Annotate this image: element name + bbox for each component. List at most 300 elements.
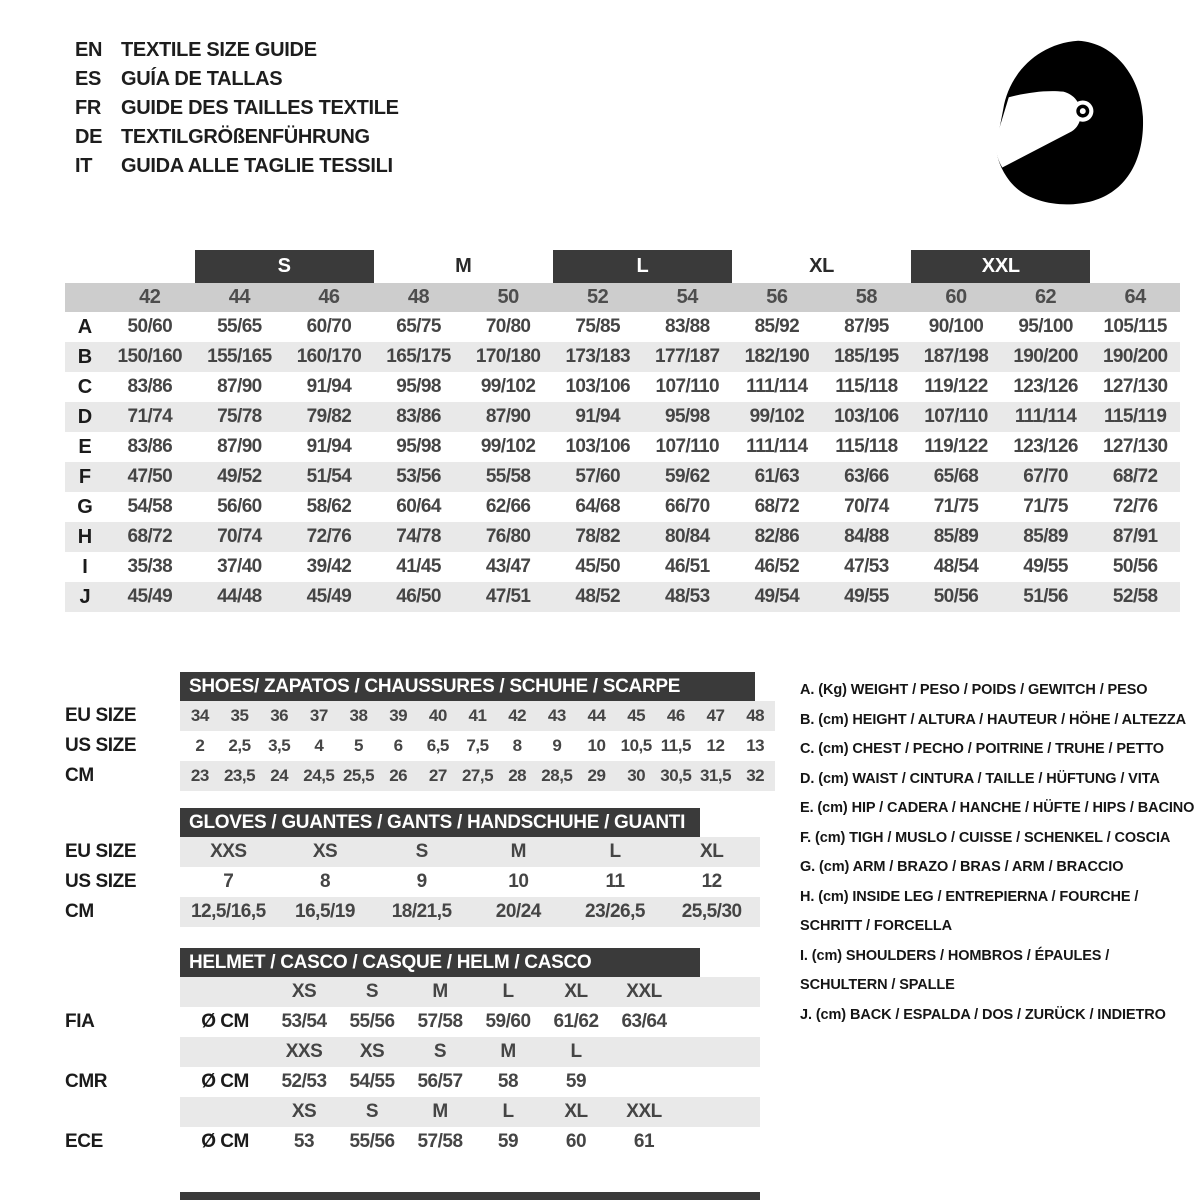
table-cell: 16,5/19 [295, 901, 355, 922]
language-code: EN [75, 39, 103, 61]
table-cell: 11 [605, 871, 625, 892]
table-cell: 59/60 [485, 1011, 531, 1032]
table-cell: 107/110 [924, 406, 988, 427]
table-cell: 105/115 [1103, 316, 1167, 337]
gloves-table [65, 808, 780, 927]
table-cell: 6 [393, 736, 403, 755]
row-cells [180, 701, 775, 731]
table-cell: 58 [497, 1071, 519, 1092]
table-cell: 46/52 [754, 556, 800, 577]
table-cell: 58/62 [306, 496, 352, 517]
table-cell: 95/98 [396, 436, 441, 457]
table-cell: 87/91 [1112, 526, 1158, 547]
table-cell: 190/200 [1102, 346, 1168, 367]
language-title: TEXTILE SIZE GUIDE [121, 39, 317, 61]
table-cell: 127/130 [1102, 376, 1168, 397]
table-cell: 85/89 [1023, 526, 1068, 547]
size-group-label: S [195, 250, 374, 283]
row-cells [180, 731, 775, 761]
table-cell: 59 [565, 1071, 587, 1092]
table-cell: 83/88 [664, 316, 710, 337]
table-cell: 111/114 [746, 376, 808, 397]
table-cell: 53 [293, 1131, 315, 1152]
table-cell: 71/74 [127, 406, 173, 427]
table-cell: 53/56 [396, 466, 441, 487]
size-number: 44 [195, 283, 285, 312]
group-spacer [1090, 250, 1180, 283]
language-title: GUÍA DE TALLAS [121, 68, 283, 90]
table-cell: 46/50 [396, 586, 441, 607]
table-cell: 68/72 [1112, 466, 1158, 487]
row-label [65, 1097, 180, 1127]
table-cell: 185/195 [834, 346, 899, 367]
table-cell: 155/165 [207, 346, 272, 367]
size-label: L [502, 1101, 514, 1122]
table-cell: 45/49 [306, 586, 352, 607]
table-cell: 95/98 [664, 406, 710, 427]
table-cell: 76/80 [485, 526, 531, 547]
size-group-label: XXL [911, 250, 1090, 283]
table-cell: 54/55 [349, 1071, 395, 1092]
table-cell: 31,5 [699, 766, 732, 785]
table-row [65, 582, 1180, 612]
language-row [75, 65, 399, 94]
table-cell: 66/70 [664, 496, 710, 517]
table-cell: 7 [223, 871, 234, 892]
helmet-value-row [65, 1007, 780, 1037]
row-cells [180, 1007, 760, 1037]
table-cell: 99/102 [480, 436, 536, 457]
table-cell: 160/170 [296, 346, 362, 367]
table-cell: 12 [701, 871, 722, 892]
table-cell: 95/98 [396, 376, 441, 397]
helmet-size-row [65, 1097, 780, 1127]
table-cell: 71/75 [933, 496, 979, 517]
table-cell: 127/130 [1102, 436, 1168, 457]
legend-item: D. (cm) WAIST / CINTURA / TAILLE / HÜFTUNG / VITA [800, 770, 1160, 787]
shoes-title: SHOES/ ZAPATOS / CHAUSSURES / SCHUHE / SCARPE [180, 672, 755, 701]
table-cell: 47/53 [844, 556, 889, 577]
table-cell: 44 [587, 706, 606, 725]
table-cell: 190/200 [1013, 346, 1078, 367]
table-cell: 60/64 [396, 496, 441, 517]
row-letter: E [78, 435, 92, 458]
table-cell: 57/58 [417, 1131, 463, 1152]
table-cell: 111/114 [1014, 406, 1077, 427]
table-cell: 115/118 [835, 376, 898, 397]
table-cell: 10 [508, 871, 529, 892]
size-label: M [432, 981, 448, 1002]
table-cell: 49/55 [844, 586, 889, 607]
table-cell: 85/92 [754, 316, 800, 337]
table-cell: 38 [349, 706, 368, 725]
table-cell: 48 [746, 706, 765, 725]
shoes-table [65, 672, 780, 791]
table-cell: 12,5/16,5 [190, 901, 266, 922]
row-letter: B [77, 345, 93, 368]
table-cell: 123/126 [1013, 436, 1078, 457]
table-cell: 8 [319, 871, 331, 892]
size-number: 50 [463, 283, 553, 312]
table-cell: 41/45 [396, 556, 441, 577]
table-cell: 123/126 [1013, 376, 1078, 397]
language-title: GUIDE DES TAILLES TEXTILE [121, 97, 399, 119]
language-list [75, 36, 399, 181]
size-number: 56 [732, 283, 822, 312]
gloves-row [65, 897, 780, 927]
table-cell: 35 [230, 706, 249, 725]
table-cell: 26 [389, 766, 408, 785]
size-number: 42 [105, 283, 195, 312]
size-label: XL [564, 981, 588, 1002]
size-label: XXS [285, 1041, 323, 1062]
table-cell: 70/74 [217, 526, 262, 547]
table-cell: 49/54 [754, 586, 800, 607]
table-cell: 64/68 [575, 496, 620, 517]
table-cell: 32 [746, 766, 765, 785]
table-cell: 90/100 [928, 316, 984, 337]
table-cell: 72/76 [1112, 496, 1158, 517]
table-cell: 71/75 [1023, 496, 1068, 517]
table-cell: 62/66 [485, 496, 531, 517]
row-label [65, 1037, 180, 1067]
row-letter: H [77, 525, 93, 548]
table-cell: 60 [565, 1131, 587, 1152]
table-cell: 49/55 [1023, 556, 1068, 577]
table-cell: 75/85 [575, 316, 620, 337]
table-cell: 35/38 [127, 556, 173, 577]
cropped-section-bar [180, 1192, 760, 1200]
gloves-row [65, 837, 780, 867]
table-cell: 170/180 [475, 346, 541, 367]
size-label: L [502, 981, 514, 1002]
row-label: CM [65, 765, 94, 786]
table-cell: 13 [746, 736, 765, 755]
table-cell: 50/56 [1112, 556, 1158, 577]
group-spacer [65, 250, 195, 283]
table-cell: 24,5 [303, 766, 335, 785]
table-cell: 23,5 [223, 766, 256, 785]
row-label: US SIZE [65, 871, 137, 892]
row-letter: A [77, 315, 93, 338]
table-cell: 111/114 [746, 436, 808, 457]
row-letter: I [82, 555, 88, 578]
table-cell: 2,5 [228, 736, 251, 755]
table-cell: 84/88 [844, 526, 889, 547]
table-cell: 68/72 [127, 526, 173, 547]
standard-label: ECE [65, 1131, 103, 1152]
table-cell: 47/51 [485, 586, 531, 607]
table-cell: 95/100 [1018, 316, 1073, 337]
table-cell: 91/94 [306, 436, 352, 457]
table-cell: 83/86 [127, 376, 173, 397]
row-letter: C [77, 375, 93, 398]
table-row [65, 552, 1180, 582]
table-cell: 61/63 [754, 466, 800, 487]
row-label: US SIZE [65, 735, 137, 756]
legend-item: E. (cm) HIP / CADERA / HANCHE / HÜFTE / HIPS / BACINO [800, 800, 1195, 816]
size-group-cell [195, 250, 374, 283]
table-cell: 103/106 [565, 376, 630, 397]
size-number: 64 [1090, 283, 1180, 312]
legend-item: G. (cm) ARM / BRAZO / BRAS / ARM / BRACCIO [800, 859, 1124, 875]
row-label [65, 977, 180, 1007]
unit-label: Ø CM [201, 1131, 249, 1152]
table-cell: 12 [706, 736, 725, 755]
row-cells [180, 761, 775, 791]
table-cell: 78/82 [575, 526, 620, 547]
table-cell: 55/56 [349, 1131, 395, 1152]
table-cell: 72/76 [306, 526, 352, 547]
table-cell: 56/60 [217, 496, 262, 517]
table-cell: 43/47 [485, 556, 531, 577]
table-cell: XXS [210, 841, 247, 862]
table-cell: 65/75 [396, 316, 441, 337]
table-cell: 91/94 [306, 376, 352, 397]
table-cell: 57/60 [575, 466, 620, 487]
table-cell: 44/48 [217, 586, 262, 607]
size-group-label: M [455, 255, 472, 277]
table-cell: 48/54 [933, 556, 979, 577]
table-cell: 48/53 [664, 586, 710, 607]
table-cell: 103/106 [834, 406, 899, 427]
size-group-cell [732, 250, 911, 283]
size-number: 58 [822, 283, 912, 312]
row-label: CM [65, 901, 94, 922]
shoes-row [65, 701, 780, 731]
table-cell: 24 [270, 766, 289, 785]
table-cell: 25,5 [342, 766, 375, 785]
table-cell: 37 [309, 706, 328, 725]
table-cell: 119/122 [924, 376, 988, 397]
language-title: GUIDA ALLE TAGLIE TESSILI [121, 155, 393, 177]
language-row [75, 36, 399, 65]
language-row [75, 123, 399, 152]
row-cells [180, 977, 760, 1007]
table-cell: 40 [428, 706, 447, 725]
table-cell: 59/62 [664, 466, 710, 487]
table-cell: XS [312, 841, 338, 862]
table-cell: L [609, 841, 621, 862]
table-cell: 10 [587, 736, 606, 755]
table-cell: 83/86 [396, 406, 441, 427]
table-cell: 187/198 [923, 346, 989, 367]
table-cell: 27,5 [461, 766, 494, 785]
table-cell: 54/58 [127, 496, 173, 517]
row-cells [180, 837, 760, 867]
table-cell: 48/52 [575, 586, 620, 607]
gloves-title: GLOVES / GUANTES / GANTS / HANDSCHUHE / GUANTI [180, 808, 700, 837]
row-cells [180, 897, 760, 927]
table-cell: 45/49 [127, 586, 173, 607]
table-row [65, 342, 1180, 372]
table-row [65, 312, 1180, 342]
table-cell: 119/122 [924, 436, 988, 457]
gloves-row [65, 867, 780, 897]
table-cell: 34 [190, 706, 209, 725]
size-label: XXL [626, 1101, 662, 1122]
table-cell: 25,5/30 [681, 901, 742, 922]
shoes-row [65, 731, 780, 761]
table-cell: 150/160 [117, 346, 183, 367]
size-number: 60 [911, 283, 1001, 312]
table-cell: 55/65 [217, 316, 262, 337]
table-cell: 37/40 [217, 556, 262, 577]
table-cell: 107/110 [655, 376, 719, 397]
table-cell: 165/175 [386, 346, 451, 367]
table-cell: 85/89 [933, 526, 979, 547]
table-cell: 43 [547, 706, 566, 725]
table-row [65, 432, 1180, 462]
legend-item: C. (cm) CHEST / PECHO / POITRINE / TRUHE / PETTO [800, 741, 1164, 757]
language-code: DE [75, 126, 103, 148]
table-cell: 56/57 [417, 1071, 463, 1092]
table-cell: 57/58 [417, 1011, 463, 1032]
table-cell: 55/56 [349, 1011, 395, 1032]
table-cell: 63/66 [844, 466, 889, 487]
table-cell: 68/72 [754, 496, 800, 517]
table-cell: 30,5 [660, 766, 692, 785]
band-letter-spacer [65, 283, 105, 312]
size-label: XXL [626, 981, 662, 1002]
table-cell: 4 [314, 736, 324, 755]
measurement-legend [800, 676, 1200, 1030]
table-cell: 36 [270, 706, 289, 725]
row-cells [180, 867, 760, 897]
table-cell: 87/95 [844, 316, 889, 337]
table-cell: 80/84 [664, 526, 710, 547]
shoes-row [65, 761, 780, 791]
table-cell: 7,5 [466, 736, 489, 755]
table-cell: 177/187 [655, 346, 720, 367]
table-cell: 82/86 [754, 526, 800, 547]
table-cell: 29 [587, 766, 606, 785]
table-cell: 39 [389, 706, 408, 725]
size-number: 54 [642, 283, 732, 312]
standard-label: FIA [65, 1011, 95, 1032]
size-group-row [65, 250, 1180, 283]
table-cell: 2 [195, 736, 205, 755]
row-letter: F [78, 465, 92, 488]
table-cell: 27 [428, 766, 447, 785]
table-row [65, 402, 1180, 432]
table-cell: 23/26,5 [585, 901, 645, 922]
table-cell: 63/64 [621, 1011, 667, 1032]
table-cell: 53/54 [281, 1011, 327, 1032]
helmet-title: HELMET / CASCO / CASQUE / HELM / CASCO [180, 948, 700, 977]
table-cell: 52/58 [1112, 586, 1158, 607]
legend-item: F. (cm) TIGH / MUSLO / CUISSE / SCHENKEL / COSCIA [800, 829, 1171, 846]
size-label: M [432, 1101, 448, 1122]
table-cell: 55/58 [485, 466, 531, 487]
row-letter: J [79, 585, 91, 608]
size-number: 52 [553, 283, 643, 312]
helmet-value-row [65, 1127, 780, 1157]
table-cell: 45/50 [575, 556, 620, 577]
legend-item: J. (cm) BACK / ESPALDA / DOS / ZURÜCK / INDIETRO [800, 1006, 1166, 1023]
table-cell: 51/56 [1023, 586, 1068, 607]
row-cells [180, 1037, 760, 1067]
table-cell: 42 [508, 706, 527, 725]
table-cell: 30 [627, 766, 646, 785]
table-cell: 10,5 [620, 736, 652, 755]
size-group-label: L [553, 250, 732, 283]
table-cell: 79/82 [306, 406, 352, 427]
table-cell: 8 [512, 736, 522, 755]
table-cell: 41 [468, 706, 487, 725]
table-cell: 6,5 [426, 736, 449, 755]
table-cell: 107/110 [655, 436, 719, 457]
legend-item: I. (cm) SHOULDERS / HOMBROS / ÉPAULES / SCHULTERN / SPALLE [800, 947, 1110, 993]
size-label: S [365, 1101, 379, 1122]
table-cell: 83/86 [127, 436, 173, 457]
table-cell: 74/78 [396, 526, 441, 547]
standard-label: CMR [65, 1071, 108, 1092]
table-cell: 39/42 [306, 556, 352, 577]
table-cell: 87/90 [217, 436, 262, 457]
table-cell: 87/90 [485, 406, 531, 427]
size-band-row [65, 283, 1180, 312]
row-letter: D [77, 405, 93, 428]
table-cell: 45 [627, 706, 646, 725]
table-cell: 28,5 [541, 766, 573, 785]
table-cell: 52/53 [281, 1071, 327, 1092]
size-number: 48 [374, 283, 464, 312]
unit-label: Ø CM [201, 1011, 249, 1032]
size-label: XS [359, 1041, 385, 1062]
table-cell: 173/183 [565, 346, 630, 367]
helmet-value-row [65, 1067, 780, 1097]
row-letter: G [77, 495, 93, 518]
table-cell: 11,5 [660, 736, 691, 755]
table-cell: 50/60 [127, 316, 173, 337]
table-row [65, 372, 1180, 402]
table-cell: 51/54 [306, 466, 352, 487]
table-cell: 9 [552, 736, 562, 755]
table-cell: 28 [508, 766, 527, 785]
table-cell: 9 [416, 871, 427, 892]
size-label: XL [564, 1101, 588, 1122]
size-group-cell [911, 250, 1090, 283]
size-label: S [433, 1041, 447, 1062]
language-row [75, 152, 399, 181]
size-number: 62 [1001, 283, 1091, 312]
table-row [65, 522, 1180, 552]
language-title: TEXTILGRÖßENFÜHRUNG [121, 126, 370, 148]
size-label: L [570, 1041, 582, 1062]
table-cell: 50/56 [933, 586, 979, 607]
table-cell: 49/52 [217, 466, 262, 487]
table-cell: 99/102 [480, 376, 536, 397]
table-cell: 99/102 [749, 406, 805, 427]
table-row [65, 462, 1180, 492]
helmet-icon [969, 26, 1154, 216]
table-cell: XL [700, 841, 724, 862]
table-cell: 47/50 [127, 466, 173, 487]
table-cell: 60/70 [306, 316, 352, 337]
table-cell: 3,5 [268, 736, 291, 755]
table-cell: 65/68 [933, 466, 979, 487]
language-code: IT [75, 155, 93, 177]
row-cells [180, 1127, 760, 1157]
table-cell: M [510, 841, 526, 862]
table-cell: 67/70 [1023, 466, 1068, 487]
table-cell: 47 [706, 706, 725, 725]
legend-item: H. (cm) INSIDE LEG / ENTREPIERNA / FOURCHE / SCHRITT / FORCELLA [800, 888, 1139, 934]
language-code: FR [75, 97, 102, 119]
row-label: EU SIZE [65, 841, 137, 862]
table-cell: 20/24 [495, 901, 541, 922]
